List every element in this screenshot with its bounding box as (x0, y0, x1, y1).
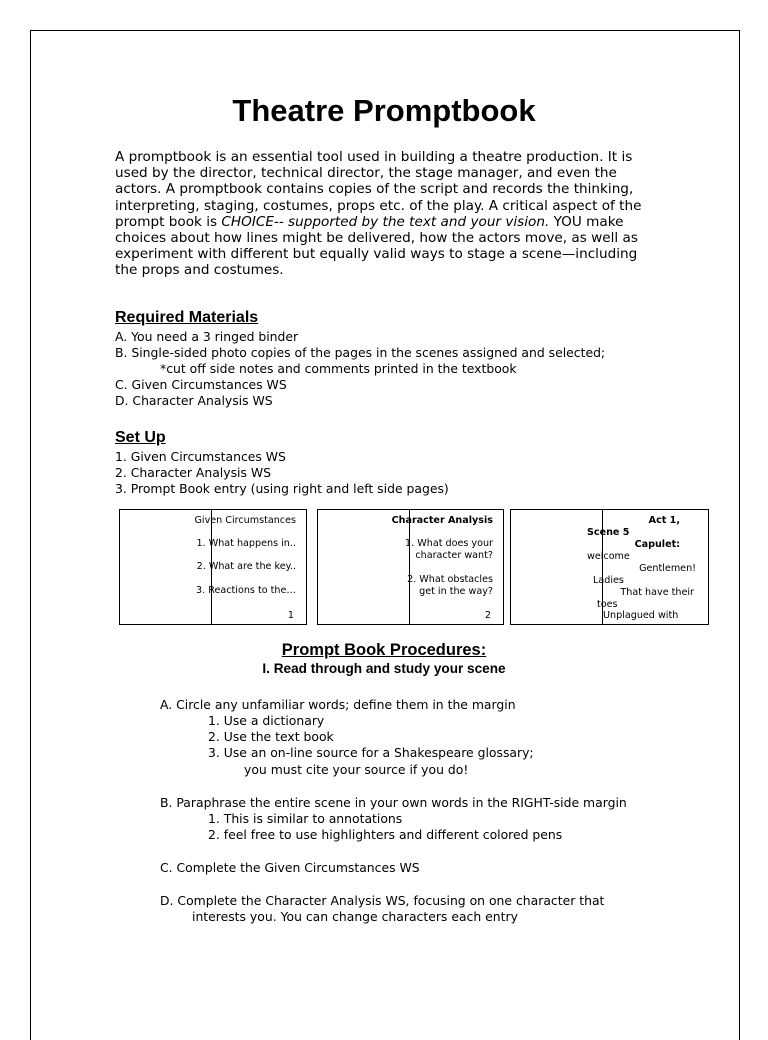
script-line: That have their (620, 587, 694, 598)
box-item: 3. Reactions to the… (196, 585, 296, 596)
procedures-subheading: I. Read through and study your scene (262, 661, 506, 676)
list-item: 1. Use a dictionary (208, 713, 325, 728)
page-divider (409, 510, 410, 624)
step-d: D. Complete the Character Analysis WS, focusing on one character that (160, 893, 605, 908)
box-title: Given Circumstances (194, 515, 296, 526)
step-a: A. Circle any unfamiliar words; define them in the margin (160, 697, 516, 712)
list-item: B. Single-sided photo copies of the pages in the scenes assigned and selected; (115, 345, 606, 360)
step-d-continued: interests you. You can change characters each entry (192, 909, 518, 924)
page-number: 2 (484, 610, 491, 621)
list-item: 2. Character Analysis WS (115, 465, 271, 480)
step-c: C. Complete the Given Circumstances WS (160, 860, 420, 875)
box-item: character want? (415, 550, 493, 561)
list-item: 2. Use the text book (208, 729, 334, 744)
box-item: 1. What happens in.. (196, 538, 296, 549)
promptbook-page-given-circumstances (119, 509, 307, 625)
list-item: D. Character Analysis WS (115, 393, 273, 408)
list-item: 3. Use an on-line source for a Shakespeare glossary; (208, 745, 534, 760)
list-item: 1. This is similar to annotations (208, 811, 403, 826)
script-line: Ladies (593, 575, 624, 586)
required-materials-heading: Required Materials (115, 309, 259, 326)
list-item: C. Given Circumstances WS (115, 377, 287, 392)
list-item: *cut off side notes and comments printed in the textbook (160, 361, 517, 376)
page-title: Theatre Promptbook (232, 93, 536, 128)
script-line: welcome (587, 551, 630, 562)
list-item: 1. Given Circumstances WS (115, 449, 286, 464)
speaker-label: Capulet: (634, 539, 680, 550)
intro-emphasis: CHOICE-- supported by the text and your vision. (221, 213, 550, 230)
box-item: 2. What obstacles (407, 574, 493, 585)
box-item: 2. What are the key.. (196, 561, 296, 572)
list-item: A. You need a 3 ringed binder (115, 329, 299, 344)
list-item: 3. Prompt Book entry (using right and left side pages) (115, 481, 449, 496)
script-line: Gentlemen! (639, 563, 696, 574)
box-title: Character Analysis (391, 515, 493, 526)
list-note: you must cite your source if you do! (244, 762, 469, 777)
box-item: get in the way? (419, 586, 493, 597)
required-materials-list (115, 329, 605, 409)
setup-heading: Set Up (115, 429, 166, 446)
promptbook-page-script (510, 509, 709, 625)
setup-list (115, 449, 449, 497)
intro-paragraph (115, 149, 655, 279)
intro-text-1: A promptbook is an essential tool used in building a theatre production. It is used by the director, technical director, the stage manager, and even the actors. A promptbook contains copies of the script and records the thinking, interpreting, staging, costumes, props etc. of the play. A critical aspect of the prompt book is (115, 149, 642, 230)
list-item: 2. feel free to use highlighters and different colored pens (208, 827, 563, 842)
scene-label: Scene 5 (587, 527, 630, 538)
page-number: 1 (287, 610, 294, 621)
step-b: B. Paraphrase the entire scene in your own words in the RIGHT-side margin (160, 795, 627, 810)
box-item: 1. What does your (405, 538, 493, 549)
promptbook-page-character-analysis (317, 509, 504, 625)
script-line: Unplagued with (603, 610, 679, 621)
act-label: Act 1, (648, 515, 680, 526)
intro-text-2: YOU make choices about how lines might be delivered, how the actors move, as well as experiment with different but equally valid ways to stage a scene—including the props and costumes. (115, 213, 638, 279)
procedures-heading: Prompt Book Procedures: (281, 641, 487, 659)
script-line: toes (597, 599, 618, 610)
